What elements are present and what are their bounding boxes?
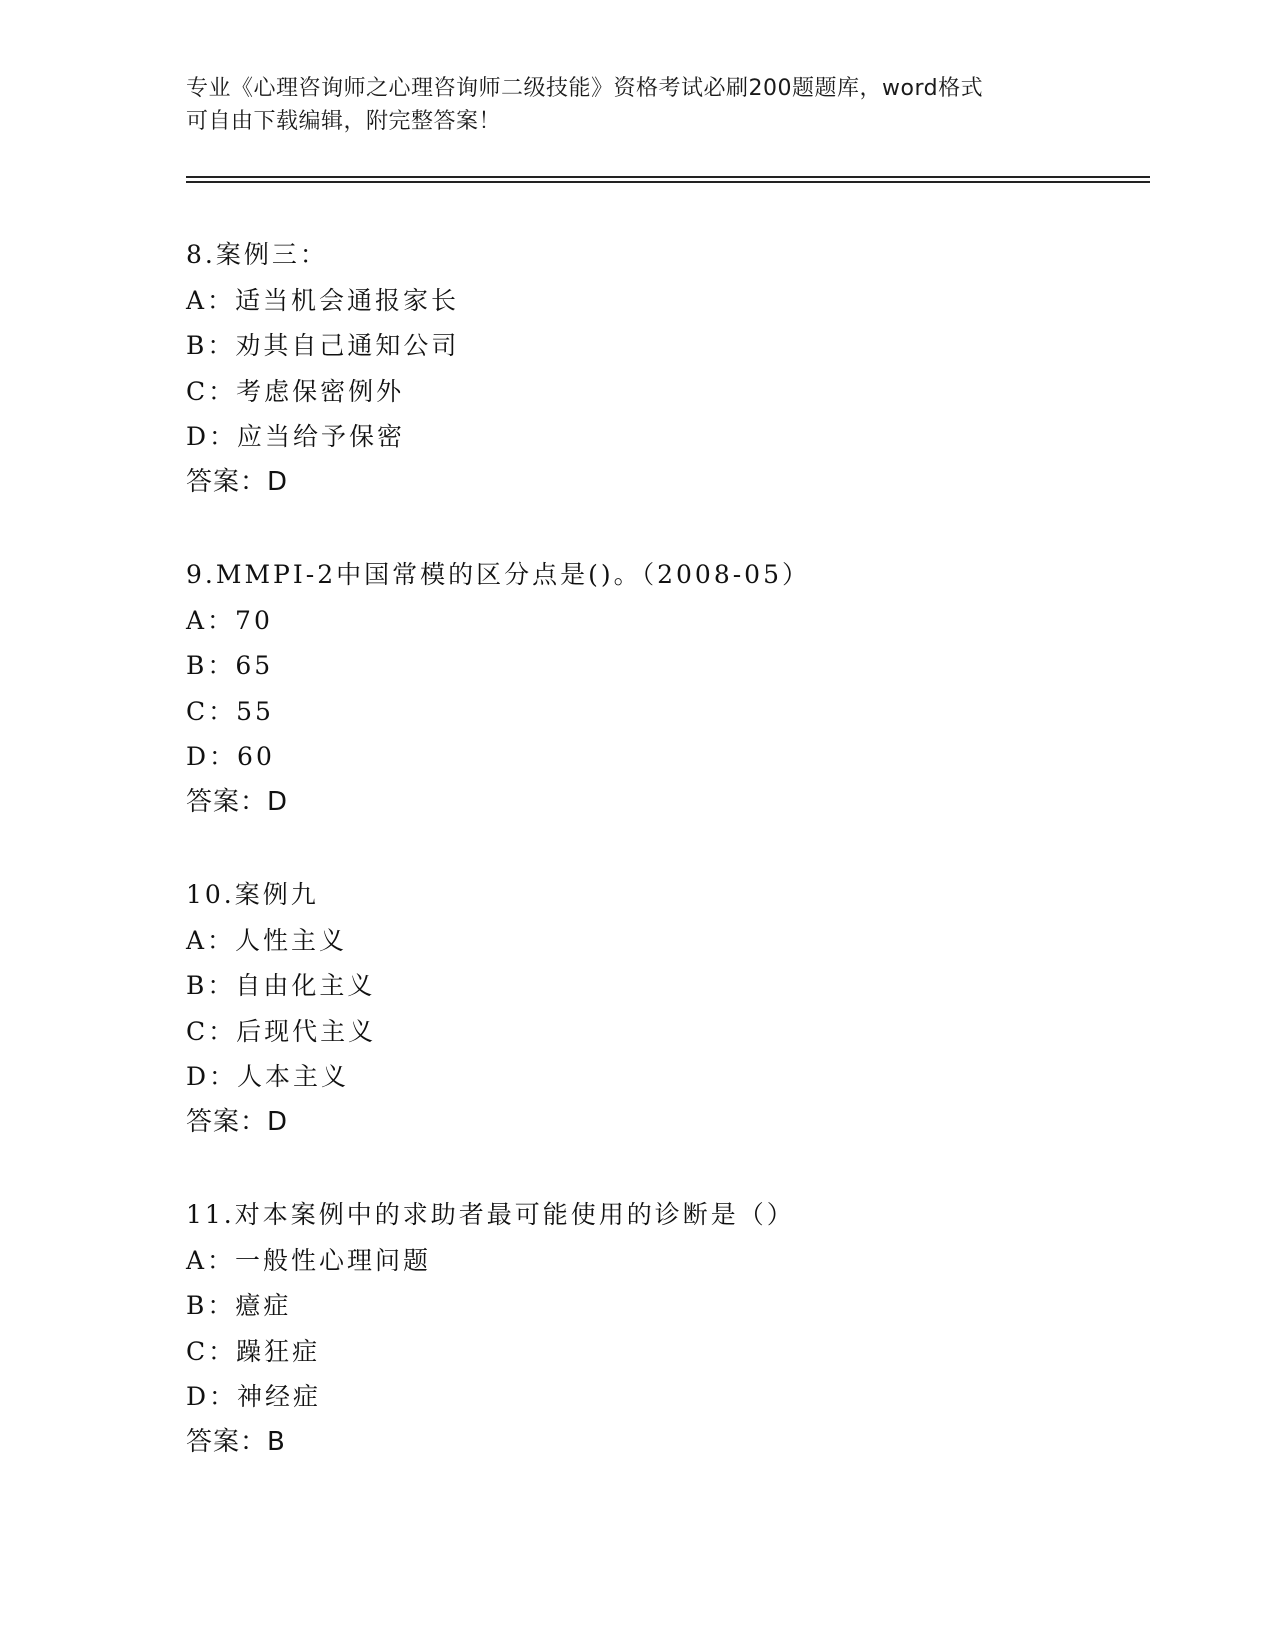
document-header [186, 72, 1086, 138]
question-11 [186, 1192, 1146, 1465]
option-d: D：神经症 [186, 1382, 322, 1411]
option-d: D：应当给予保密 [186, 422, 406, 451]
option-a: A：适当机会通报家长 [186, 285, 460, 315]
question-8 [186, 232, 1146, 505]
question-title: 11.对本案例中的求助者最可能使用的诊断是（） [186, 1200, 795, 1229]
header-line-2: 可自由下载编辑，附完整答案！ [186, 109, 502, 134]
question-9 [186, 552, 1146, 825]
question-title: 9.MMPI-2中国常模的区分点是()。（2008-05） [186, 560, 810, 589]
option-b: B：癔症 [186, 1291, 292, 1320]
option-a: A：70 [186, 605, 273, 635]
header-line-1: 专业《心理咨询师之心理咨询师二级技能》资格考试必刷200题题库，word格式 [186, 76, 984, 101]
answer: 答案：D [186, 1106, 289, 1137]
option-d: D：人本主义 [186, 1062, 350, 1091]
option-c: C：躁狂症 [186, 1336, 321, 1366]
option-a: A：一般性心理问题 [186, 1245, 432, 1275]
header-divider-top [186, 176, 1150, 178]
option-b: B：自由化主义 [186, 971, 376, 1000]
option-a: A：人性主义 [186, 925, 348, 955]
answer: 答案：D [186, 786, 289, 817]
option-b: B：劝其自己通知公司 [186, 331, 460, 360]
option-d: D：60 [186, 742, 275, 771]
header-divider-bottom [186, 181, 1150, 183]
option-c: C：55 [186, 696, 274, 726]
question-10 [186, 872, 1146, 1145]
answer: 答案：B [186, 1426, 286, 1457]
option-c: C：后现代主义 [186, 1016, 377, 1046]
answer: 答案：D [186, 466, 289, 497]
option-c: C：考虑保密例外 [186, 376, 405, 406]
question-title: 10.案例九 [186, 880, 319, 909]
option-b: B：65 [186, 651, 274, 680]
question-title: 8.案例三： [186, 240, 328, 269]
